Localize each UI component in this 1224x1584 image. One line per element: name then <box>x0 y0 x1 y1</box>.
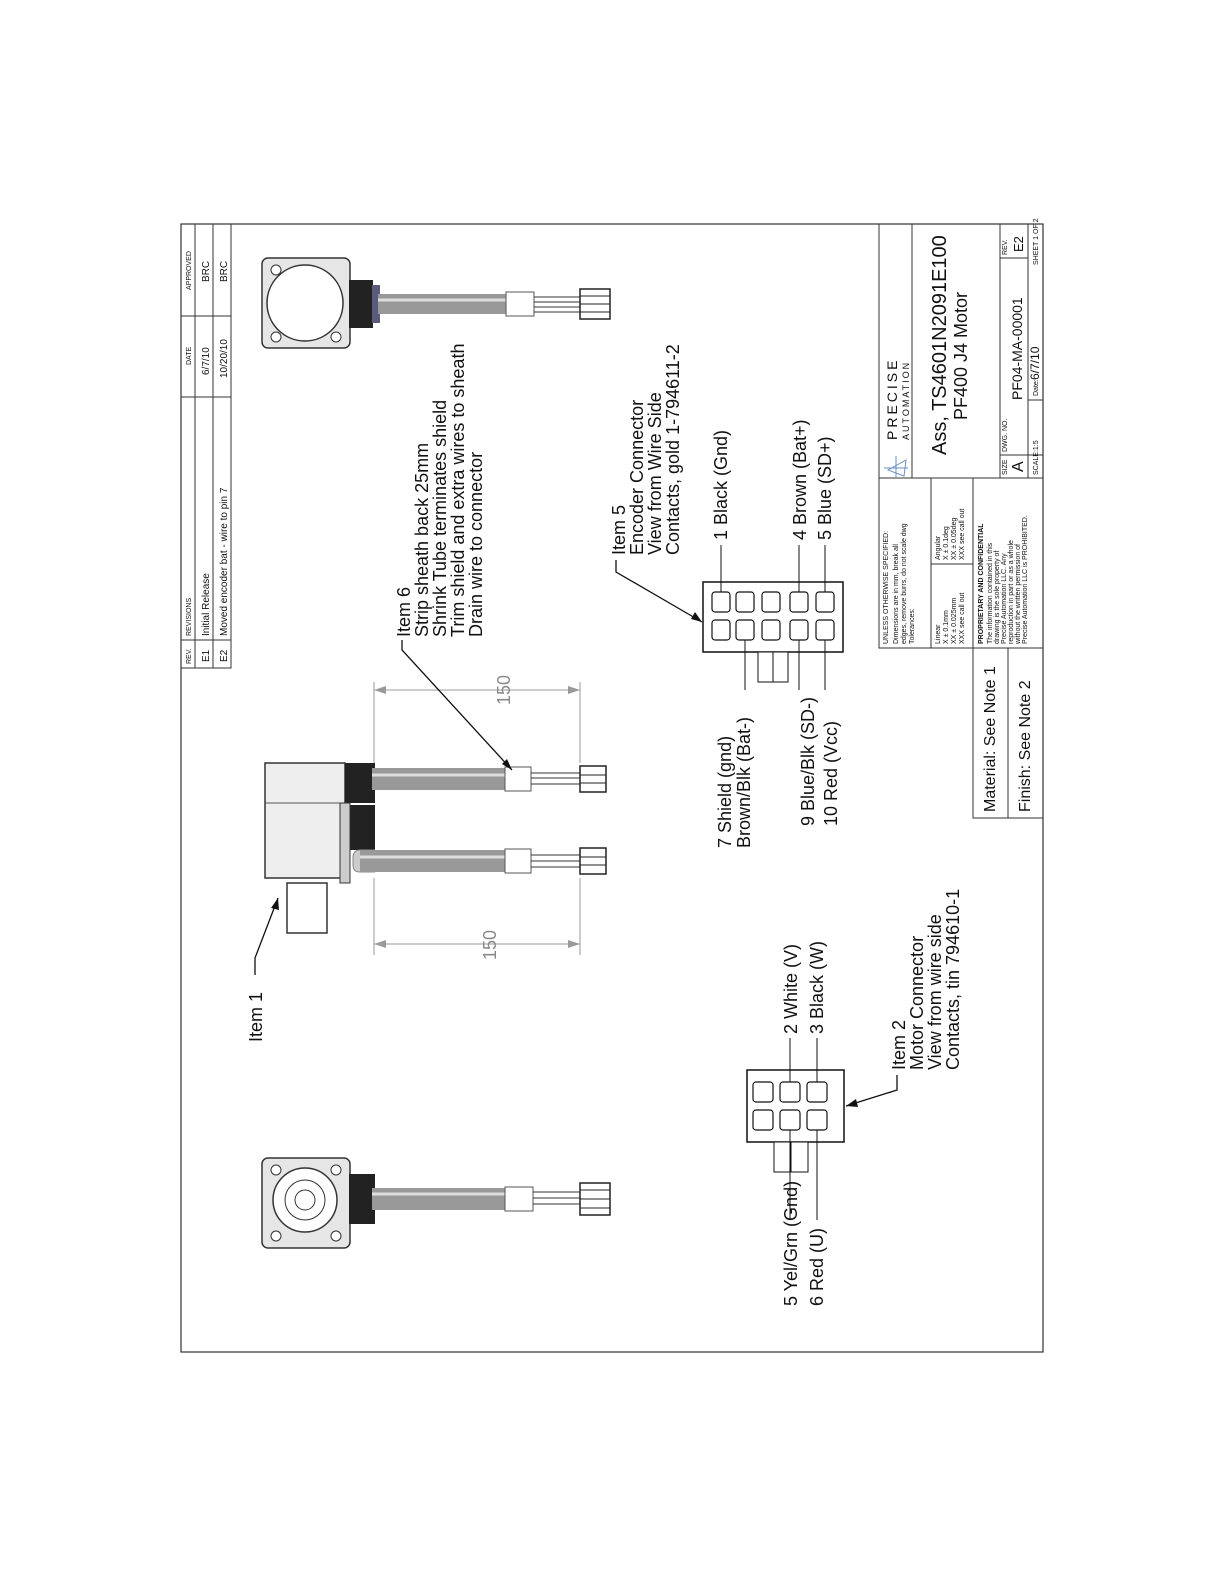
item5-line4: Contacts, gold 1-794611-2 <box>663 344 683 555</box>
tol-linear-3: XXX see call out <box>959 592 966 644</box>
tol-l2: Dimensions are in mm, break all <box>893 544 900 644</box>
rev-row1-rev: E1 <box>201 649 212 662</box>
rev-value: E2 <box>1011 236 1026 252</box>
rev-row2-desc: Moved encoder bat - wire to pin 7 <box>219 487 230 636</box>
finish-text: Finish: See Note 2 <box>1017 680 1034 812</box>
encoder-connector <box>703 545 843 690</box>
motor-bottom-view <box>262 1158 610 1248</box>
tol-l4: Tolerances: <box>909 608 916 644</box>
item6-line4: Trim shield and extra wires to sheath <box>448 343 468 637</box>
rev-row1-approved: BRC <box>201 260 212 282</box>
motor-pin3: 3 Black (W) <box>807 940 827 1034</box>
enc-pin9: 9 Blue/Blk (SD-) <box>798 696 818 826</box>
item2-line4: Contacts, tin 794610-1 <box>943 888 963 1070</box>
prop-6: Precise Automation LLC is PROHIBITED. <box>1022 515 1029 644</box>
dimension-lower-label: 150 <box>480 929 500 960</box>
tol-l3: edges, remove burrs, do not scale dwg <box>901 523 908 644</box>
tol-linear-0: Linear <box>935 624 942 644</box>
item2-line2: Motor Connector <box>907 935 927 1070</box>
enc-pin1: 1 Black (Gnd) <box>711 429 731 540</box>
tol-linear-1: X ± 0.1mm <box>943 610 950 644</box>
item1-label: Item 1 <box>246 991 266 1042</box>
company-name: PRECISE <box>884 357 900 440</box>
title-line2: PF400 J4 Motor <box>951 291 971 420</box>
prop-1: The information contained in this <box>987 542 994 644</box>
tol-angular-1: X ± 0.1deg <box>943 526 950 560</box>
rev-row1-desc: Initial Release <box>201 573 212 636</box>
dimension-upper <box>374 675 580 763</box>
item6-line2: Strip sheath back 25mm <box>412 442 432 637</box>
tol-l1: UNLESS OTHERWISE SPECIFIED: <box>883 530 890 644</box>
tol-angular-3: XXX see call out <box>959 508 966 560</box>
prop-4: reproduction in part or as a whole <box>1008 540 1015 644</box>
prop-5: without the written permission of <box>1015 544 1022 644</box>
rev-row2-approved: BRC <box>219 260 230 282</box>
item2-line3: View from wire side <box>925 914 945 1070</box>
enc-pin7: 7 Shield (gnd) <box>715 735 735 848</box>
item6-callout <box>394 344 512 770</box>
company-sub: AUTOMATION <box>901 360 911 440</box>
motor-pin5: 5 Yel/Grn (Gnd) <box>781 1180 801 1306</box>
enc-pin10: 10 Red (Vcc) <box>821 720 841 826</box>
date-value: 6/7/10 <box>1028 346 1042 380</box>
item2-callout <box>846 889 963 1107</box>
item5-line3: View from Wire Side <box>645 392 665 555</box>
motor-pin6: 6 Red (U) <box>807 1227 827 1306</box>
item5-line1: Item 5 <box>609 504 629 555</box>
date-label: Date: <box>1033 379 1040 396</box>
enc-pin5: 5 Blue (SD+) <box>815 436 835 540</box>
company-logo <box>884 456 908 478</box>
rev-header-rev: REV. <box>186 648 193 664</box>
enc-pin7b: Brown/Blk (Bat-) <box>734 716 754 848</box>
enc-pin4: 4 Brown (Bat+) <box>790 419 810 540</box>
tol-linear-2: XX ± 0.025mm <box>951 597 958 644</box>
item6-line5: Drain wire to connector <box>466 451 486 637</box>
rev-row2-rev: E2 <box>219 649 230 662</box>
rev-label: REV. <box>1002 239 1009 255</box>
item5-callout <box>609 344 702 622</box>
revision-table <box>181 224 231 668</box>
rev-row2-date: 10/20/10 <box>219 339 230 378</box>
size-label: SIZE <box>1002 459 1009 475</box>
tol-angular-0: Angular <box>935 535 942 560</box>
motor-pin2: 2 White (V) <box>781 943 801 1034</box>
item6-line1: Item 6 <box>394 586 414 637</box>
prop-3: Precise Automation LLC. Any <box>1001 553 1008 644</box>
dwg-label: DWG. NO. <box>1002 418 1009 452</box>
prop-2: drawing is the sole property of <box>994 550 1001 644</box>
item1-callout <box>246 898 279 1042</box>
rev-header-approved: APPROVED <box>186 251 193 290</box>
size-value: A <box>1010 461 1027 472</box>
rev-header-date: DATE <box>186 346 193 365</box>
rev-header-desc: REVISIONS <box>186 597 193 636</box>
rev-row1-date: 6/7/10 <box>201 347 212 375</box>
item5-line2: Encoder Connector <box>627 399 647 555</box>
dimension-upper-label: 150 <box>494 674 514 705</box>
scale-text: SCALE:1:5 <box>1033 440 1040 475</box>
material-text: Material: See Note 1 <box>982 666 999 812</box>
tol-angular-2: XX ± 0.05deg <box>951 517 958 560</box>
title-line1: Ass, TS4601N2091E100 <box>929 235 951 455</box>
motor-side-view <box>265 763 606 933</box>
item6-line3: Shrink Tube terminates shield <box>430 399 450 637</box>
motor-top-view <box>262 258 610 348</box>
prop-0: PROPRIETARY AND CONFIDENTIAL <box>978 523 985 644</box>
dwg-value: PF04-MA-00001 <box>1009 297 1025 400</box>
sheet-text: SHEET 1 OF 2 <box>1033 218 1040 265</box>
title-block <box>879 218 1043 818</box>
dimension-lower <box>374 878 580 960</box>
item2-line1: Item 2 <box>889 1019 909 1070</box>
